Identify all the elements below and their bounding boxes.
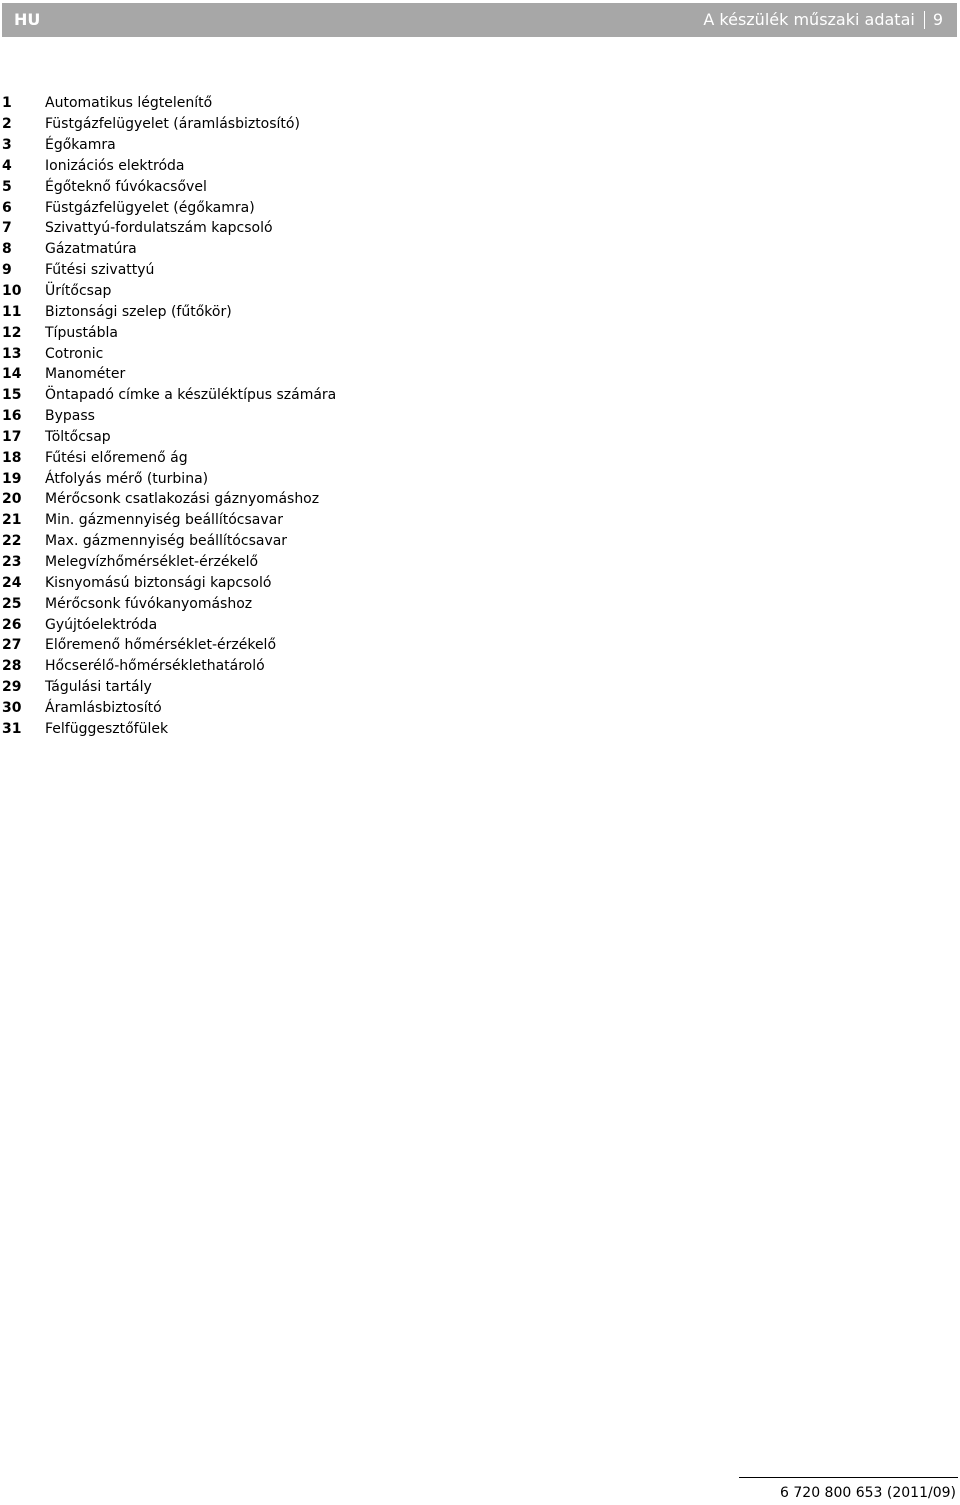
legend-item-label: Előremenő hőmérséklet-érzékelő [45, 637, 277, 654]
legend-item [2, 301, 702, 322]
legend-item-label: Gázatmatúra [45, 241, 137, 258]
document-code: 6 720 800 653 (2011/09) [780, 1485, 956, 1501]
legend-item-number: 24 [2, 574, 22, 591]
legend-item [2, 176, 702, 197]
page-header-bar [2, 3, 957, 37]
legend-item-number: 1 [2, 95, 12, 112]
language-code: HU [14, 10, 41, 29]
header-right-group [703, 10, 943, 30]
legend-item [2, 531, 702, 552]
legend-item-label: Min. gázmennyiség beállítócsavar [45, 512, 283, 529]
legend-item-label: Fűtési előremenő ág [45, 449, 188, 466]
legend-item-label: Ürítőcsap [45, 283, 112, 300]
legend-item-number: 7 [2, 220, 12, 237]
legend-item [2, 135, 702, 156]
legend-item [2, 239, 702, 260]
legend-item [2, 218, 702, 239]
legend-item [2, 614, 702, 635]
legend-item-label: Hőcserélő-hőmérséklethatároló [45, 658, 265, 675]
legend-item [2, 156, 702, 177]
legend-item [2, 635, 702, 656]
legend-item-label: Fűtési szivattyú [45, 262, 155, 279]
legend-item-label: Tágulási tartály [45, 679, 152, 696]
legend-item [2, 677, 702, 698]
legend-item-number: 29 [2, 679, 22, 696]
header-divider [924, 11, 925, 29]
legend-item-label: Égőteknő fúvókacsővel [45, 178, 207, 195]
legend-item-number: 5 [2, 178, 12, 195]
legend-item [2, 385, 702, 406]
legend-item-label: Átfolyás mérő (turbina) [45, 470, 209, 487]
legend-item [2, 427, 702, 448]
legend-item-number: 17 [2, 428, 22, 445]
legend-item-number: 13 [2, 345, 22, 362]
legend-item [2, 572, 702, 593]
legend-item-number: 23 [2, 553, 22, 570]
legend-item-number: 14 [2, 366, 22, 383]
legend-item-label: Felfüggesztőfülek [45, 720, 169, 737]
legend-item-number: 21 [2, 512, 22, 529]
legend-item-number: 11 [2, 303, 22, 320]
legend-item [2, 93, 702, 114]
legend-item [2, 114, 702, 135]
legend-item-label: Manométer [45, 366, 126, 383]
legend-item-label: Automatikus légtelenítő [45, 95, 213, 112]
legend-item-number: 4 [2, 157, 12, 174]
legend-item-label: Füstgázfelügyelet (áramlásbiztosító) [45, 116, 300, 133]
legend-item-label: Töltőcsap [45, 428, 111, 445]
legend-item-label: Melegvízhőmérséklet-érzékelő [45, 553, 259, 570]
legend-item-number: 15 [2, 387, 22, 404]
legend-item [2, 593, 702, 614]
legend-item [2, 510, 702, 531]
legend-item-number: 27 [2, 637, 22, 654]
legend-item [2, 406, 702, 427]
legend-item [2, 364, 702, 385]
legend-item-number: 3 [2, 137, 12, 154]
legend-item-number: 2 [2, 116, 12, 133]
component-legend-list [2, 93, 702, 739]
legend-item-label: Cotronic [45, 345, 104, 362]
legend-item [2, 447, 702, 468]
legend-item-number: 20 [2, 491, 22, 508]
legend-item-number: 16 [2, 408, 22, 425]
legend-item-number: 19 [2, 470, 22, 487]
legend-item-label: Égőkamra [45, 137, 116, 154]
legend-item-label: Mérőcsonk fúvókanyomáshoz [45, 595, 253, 612]
legend-item-label: Ionizációs elektróda [45, 157, 185, 174]
legend-item [2, 260, 702, 281]
footer-rule [739, 1477, 958, 1478]
legend-item [2, 697, 702, 718]
legend-item-number: 25 [2, 595, 22, 612]
legend-item-label: Gyújtóelektróda [45, 616, 158, 633]
legend-item-number: 12 [2, 324, 22, 341]
legend-item-label: Kisnyomású biztonsági kapcsoló [45, 574, 272, 591]
legend-item-label: Füstgázfelügyelet (égőkamra) [45, 199, 255, 216]
section-title: A készülék műszaki adatai [703, 10, 915, 29]
legend-item-number: 22 [2, 533, 22, 550]
legend-item-number: 30 [2, 699, 22, 716]
legend-item-number: 8 [2, 241, 12, 258]
legend-item-number: 18 [2, 449, 22, 466]
legend-item-label: Típustábla [45, 324, 118, 341]
legend-item [2, 468, 702, 489]
legend-item-label: Mérőcsonk csatlakozási gáznyomáshoz [45, 491, 320, 508]
legend-item [2, 552, 702, 573]
legend-item-number: 26 [2, 616, 22, 633]
legend-item-number: 10 [2, 283, 22, 300]
legend-item [2, 656, 702, 677]
legend-item-label: Szivattyú-fordulatszám kapcsoló [45, 220, 273, 237]
legend-item-number: 31 [2, 720, 22, 737]
legend-item [2, 489, 702, 510]
legend-item [2, 281, 702, 302]
legend-item-label: Biztonsági szelep (fűtőkör) [45, 303, 232, 320]
legend-item [2, 343, 702, 364]
legend-item-number: 28 [2, 658, 22, 675]
legend-item-label: Bypass [45, 408, 95, 425]
legend-item [2, 718, 702, 739]
legend-item-number: 9 [2, 262, 12, 279]
page-number: 9 [932, 10, 943, 29]
legend-item-number: 6 [2, 199, 12, 216]
legend-item [2, 197, 702, 218]
legend-item-label: Áramlásbiztosító [45, 699, 162, 716]
legend-item-label: Öntapadó címke a készüléktípus számára [45, 387, 337, 404]
legend-item [2, 322, 702, 343]
legend-item-label: Max. gázmennyiség beállítócsavar [45, 533, 288, 550]
